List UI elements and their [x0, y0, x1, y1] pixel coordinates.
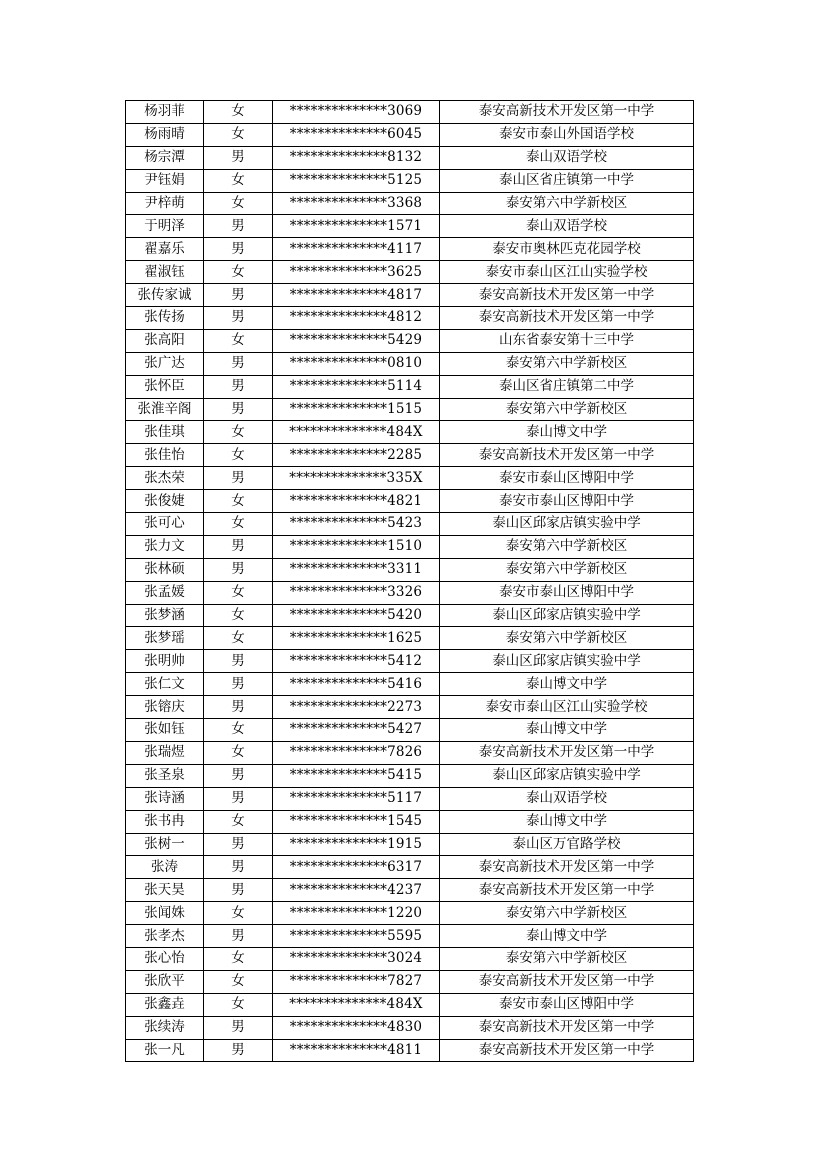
student-name-cell: 翟嘉乐	[126, 238, 204, 261]
gender-cell: 女	[204, 101, 273, 124]
gender-cell: 男	[204, 146, 273, 169]
student-name-cell: 张欣平	[126, 970, 204, 993]
student-name-cell: 翟淑钰	[126, 261, 204, 284]
student-name-cell: 张梦瑶	[126, 627, 204, 650]
school-cell: 山东省泰安第十三中学	[440, 329, 694, 352]
gender-cell: 女	[204, 421, 273, 444]
table-row	[126, 101, 694, 124]
table-row	[126, 123, 694, 146]
gender-cell: 女	[204, 123, 273, 146]
student-name-cell: 张涛	[126, 856, 204, 879]
student-name-cell: 张梦涵	[126, 604, 204, 627]
table-row	[126, 284, 694, 307]
table-row	[126, 444, 694, 467]
masked-id-cell: **************3625	[273, 261, 440, 284]
table-row	[126, 352, 694, 375]
gender-cell: 男	[204, 307, 273, 330]
school-cell: 泰山区省庄镇第二中学	[440, 375, 694, 398]
gender-cell: 男	[204, 238, 273, 261]
student-name-cell: 张高阳	[126, 329, 204, 352]
gender-cell: 女	[204, 719, 273, 742]
student-name-cell: 张诗涵	[126, 787, 204, 810]
masked-id-cell: **************2273	[273, 696, 440, 719]
gender-cell: 女	[204, 261, 273, 284]
student-name-cell: 杨宗潭	[126, 146, 204, 169]
school-cell: 泰安市泰山区博阳中学	[440, 581, 694, 604]
school-cell: 泰山双语学校	[440, 787, 694, 810]
gender-cell: 女	[204, 444, 273, 467]
table-row	[126, 650, 694, 673]
gender-cell: 男	[204, 284, 273, 307]
school-cell: 泰山区万官路学校	[440, 833, 694, 856]
masked-id-cell: **************5423	[273, 513, 440, 536]
student-name-cell: 张心怡	[126, 947, 204, 970]
table-row	[126, 307, 694, 330]
table-row	[126, 467, 694, 490]
masked-id-cell: **************1510	[273, 535, 440, 558]
school-cell: 泰安高新技术开发区第一中学	[440, 284, 694, 307]
gender-cell: 男	[204, 467, 273, 490]
masked-id-cell: **************6317	[273, 856, 440, 879]
school-cell: 泰安高新技术开发区第一中学	[440, 444, 694, 467]
student-name-cell: 张怀臣	[126, 375, 204, 398]
masked-id-cell: **************1915	[273, 833, 440, 856]
table-row	[126, 902, 694, 925]
gender-cell: 女	[204, 947, 273, 970]
masked-id-cell: **************4237	[273, 879, 440, 902]
masked-id-cell: **************5416	[273, 673, 440, 696]
masked-id-cell: **************7827	[273, 970, 440, 993]
student-name-cell: 杨羽菲	[126, 101, 204, 124]
table-row	[126, 856, 694, 879]
gender-cell: 男	[204, 398, 273, 421]
table-row	[126, 810, 694, 833]
gender-cell: 男	[204, 879, 273, 902]
student-name-cell: 张佳琪	[126, 421, 204, 444]
school-cell: 泰安第六中学新校区	[440, 902, 694, 925]
gender-cell: 男	[204, 352, 273, 375]
gender-cell: 女	[204, 169, 273, 192]
table-row	[126, 719, 694, 742]
school-cell: 泰山博文中学	[440, 673, 694, 696]
masked-id-cell: **************2285	[273, 444, 440, 467]
school-cell: 泰安市泰山区博阳中学	[440, 490, 694, 513]
roster-body	[126, 101, 694, 1062]
table-row	[126, 192, 694, 215]
school-cell: 泰安高新技术开发区第一中学	[440, 1016, 694, 1039]
gender-cell: 女	[204, 329, 273, 352]
masked-id-cell: **************7826	[273, 741, 440, 764]
gender-cell: 男	[204, 650, 273, 673]
masked-id-cell: **************4817	[273, 284, 440, 307]
student-name-cell: 张仁文	[126, 673, 204, 696]
student-name-cell: 张鑫垚	[126, 993, 204, 1016]
student-name-cell: 张续涛	[126, 1016, 204, 1039]
student-name-cell: 张俊婕	[126, 490, 204, 513]
masked-id-cell: **************335X	[273, 467, 440, 490]
masked-id-cell: **************3311	[273, 558, 440, 581]
table-row	[126, 169, 694, 192]
student-name-cell: 杨雨晴	[126, 123, 204, 146]
gender-cell: 女	[204, 513, 273, 536]
table-row	[126, 696, 694, 719]
table-row	[126, 261, 694, 284]
masked-id-cell: **************4117	[273, 238, 440, 261]
gender-cell: 男	[204, 1039, 273, 1062]
table-row	[126, 398, 694, 421]
table-row	[126, 1039, 694, 1062]
school-cell: 泰安高新技术开发区第一中学	[440, 1039, 694, 1062]
school-cell: 泰山双语学校	[440, 215, 694, 238]
gender-cell: 女	[204, 993, 273, 1016]
table-row	[126, 146, 694, 169]
student-name-cell: 张瑞煜	[126, 741, 204, 764]
school-cell: 泰山区省庄镇第一中学	[440, 169, 694, 192]
school-cell: 泰山区邱家店镇实验中学	[440, 764, 694, 787]
school-cell: 泰安高新技术开发区第一中学	[440, 970, 694, 993]
school-cell: 泰安第六中学新校区	[440, 398, 694, 421]
gender-cell: 男	[204, 375, 273, 398]
student-name-cell: 张如钰	[126, 719, 204, 742]
table-row	[126, 604, 694, 627]
masked-id-cell: **************4811	[273, 1039, 440, 1062]
table-row	[126, 375, 694, 398]
masked-id-cell: **************1220	[273, 902, 440, 925]
student-name-cell: 于明泽	[126, 215, 204, 238]
gender-cell: 女	[204, 581, 273, 604]
student-name-cell: 张天昊	[126, 879, 204, 902]
gender-cell: 男	[204, 925, 273, 948]
gender-cell: 女	[204, 627, 273, 650]
school-cell: 泰山区邱家店镇实验中学	[440, 650, 694, 673]
student-name-cell: 张闻姝	[126, 902, 204, 925]
masked-id-cell: **************484X	[273, 993, 440, 1016]
table-row	[126, 925, 694, 948]
school-cell: 泰安市泰山外国语学校	[440, 123, 694, 146]
student-roster-table	[125, 100, 694, 1062]
student-name-cell: 尹梓萌	[126, 192, 204, 215]
masked-id-cell: **************3326	[273, 581, 440, 604]
student-name-cell: 张孝杰	[126, 925, 204, 948]
table-row	[126, 215, 694, 238]
gender-cell: 女	[204, 902, 273, 925]
table-row	[126, 535, 694, 558]
masked-id-cell: **************1545	[273, 810, 440, 833]
masked-id-cell: **************5415	[273, 764, 440, 787]
gender-cell: 女	[204, 490, 273, 513]
masked-id-cell: **************0810	[273, 352, 440, 375]
student-name-cell: 尹钰娟	[126, 169, 204, 192]
student-name-cell: 张杰荣	[126, 467, 204, 490]
gender-cell: 男	[204, 764, 273, 787]
table-row	[126, 764, 694, 787]
gender-cell: 男	[204, 535, 273, 558]
school-cell: 泰安第六中学新校区	[440, 947, 694, 970]
masked-id-cell: **************5117	[273, 787, 440, 810]
student-name-cell: 张孟媛	[126, 581, 204, 604]
table-row	[126, 741, 694, 764]
school-cell: 泰安第六中学新校区	[440, 535, 694, 558]
masked-id-cell: **************5429	[273, 329, 440, 352]
gender-cell: 男	[204, 856, 273, 879]
school-cell: 泰山博文中学	[440, 810, 694, 833]
table-row	[126, 581, 694, 604]
masked-id-cell: **************1571	[273, 215, 440, 238]
school-cell: 泰安市泰山区博阳中学	[440, 467, 694, 490]
table-row	[126, 673, 694, 696]
school-cell: 泰安高新技术开发区第一中学	[440, 879, 694, 902]
school-cell: 泰山博文中学	[440, 421, 694, 444]
gender-cell: 男	[204, 673, 273, 696]
table-row	[126, 947, 694, 970]
masked-id-cell: **************4830	[273, 1016, 440, 1039]
masked-id-cell: **************1625	[273, 627, 440, 650]
student-name-cell: 张力文	[126, 535, 204, 558]
table-row	[126, 238, 694, 261]
masked-id-cell: **************5427	[273, 719, 440, 742]
table-row	[126, 490, 694, 513]
gender-cell: 男	[204, 696, 273, 719]
masked-id-cell: **************8132	[273, 146, 440, 169]
student-name-cell: 张林硕	[126, 558, 204, 581]
masked-id-cell: **************3069	[273, 101, 440, 124]
student-name-cell: 张可心	[126, 513, 204, 536]
gender-cell: 女	[204, 604, 273, 627]
table-row	[126, 1016, 694, 1039]
student-name-cell: 张树一	[126, 833, 204, 856]
school-cell: 泰安高新技术开发区第一中学	[440, 741, 694, 764]
masked-id-cell: **************5420	[273, 604, 440, 627]
student-name-cell: 张圣泉	[126, 764, 204, 787]
school-cell: 泰安高新技术开发区第一中学	[440, 307, 694, 330]
school-cell: 泰安第六中学新校区	[440, 558, 694, 581]
student-name-cell: 张佳怡	[126, 444, 204, 467]
masked-id-cell: **************5114	[273, 375, 440, 398]
masked-id-cell: **************3024	[273, 947, 440, 970]
school-cell: 泰安市泰山区江山实验学校	[440, 696, 694, 719]
masked-id-cell: **************5412	[273, 650, 440, 673]
gender-cell: 女	[204, 970, 273, 993]
table-row	[126, 993, 694, 1016]
school-cell: 泰安第六中学新校区	[440, 627, 694, 650]
table-row	[126, 970, 694, 993]
masked-id-cell: **************1515	[273, 398, 440, 421]
table-row	[126, 627, 694, 650]
student-name-cell: 张淮辛阁	[126, 398, 204, 421]
table-row	[126, 833, 694, 856]
table-row	[126, 787, 694, 810]
school-cell: 泰安市奥林匹克花园学校	[440, 238, 694, 261]
masked-id-cell: **************4821	[273, 490, 440, 513]
gender-cell: 男	[204, 558, 273, 581]
school-cell: 泰山博文中学	[440, 719, 694, 742]
school-cell: 泰安高新技术开发区第一中学	[440, 101, 694, 124]
school-cell: 泰安市泰山区江山实验学校	[440, 261, 694, 284]
student-name-cell: 张书冉	[126, 810, 204, 833]
gender-cell: 男	[204, 787, 273, 810]
school-cell: 泰山博文中学	[440, 925, 694, 948]
school-cell: 泰安高新技术开发区第一中学	[440, 856, 694, 879]
table-row	[126, 329, 694, 352]
gender-cell: 男	[204, 833, 273, 856]
school-cell: 泰安第六中学新校区	[440, 192, 694, 215]
masked-id-cell: **************3368	[273, 192, 440, 215]
gender-cell: 男	[204, 1016, 273, 1039]
masked-id-cell: **************484X	[273, 421, 440, 444]
school-cell: 泰山区邱家店镇实验中学	[440, 604, 694, 627]
gender-cell: 女	[204, 810, 273, 833]
school-cell: 泰山双语学校	[440, 146, 694, 169]
student-name-cell: 张镕庆	[126, 696, 204, 719]
table-row	[126, 558, 694, 581]
school-cell: 泰山区邱家店镇实验中学	[440, 513, 694, 536]
table-row	[126, 421, 694, 444]
gender-cell: 女	[204, 741, 273, 764]
masked-id-cell: **************4812	[273, 307, 440, 330]
student-name-cell: 张传扬	[126, 307, 204, 330]
table-row	[126, 513, 694, 536]
student-name-cell: 张一凡	[126, 1039, 204, 1062]
school-cell: 泰安第六中学新校区	[440, 352, 694, 375]
gender-cell: 男	[204, 215, 273, 238]
student-name-cell: 张明帅	[126, 650, 204, 673]
student-name-cell: 张传家诚	[126, 284, 204, 307]
school-cell: 泰安市泰山区博阳中学	[440, 993, 694, 1016]
table-row	[126, 879, 694, 902]
gender-cell: 女	[204, 192, 273, 215]
masked-id-cell: **************5595	[273, 925, 440, 948]
student-name-cell: 张广达	[126, 352, 204, 375]
masked-id-cell: **************5125	[273, 169, 440, 192]
masked-id-cell: **************6045	[273, 123, 440, 146]
